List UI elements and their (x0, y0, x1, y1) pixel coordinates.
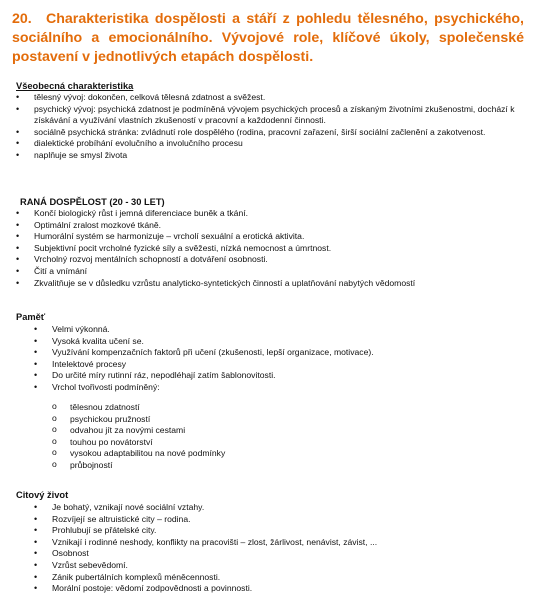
early-adulthood-list (16, 208, 524, 289)
list-item: • Velmi výkonná. (34, 324, 524, 336)
emotional-life-list (34, 502, 524, 595)
list-item: • naplňuje se smysl života (16, 150, 524, 162)
section-title-early-adulthood: RANÁ DOSPĚLOST (20 - 30 LET) (20, 197, 165, 207)
list-item: • Morální postoje: vědomí zodpovědnosti a povinnosti. (34, 583, 524, 595)
list-item: • sociálně psychická stránka: zvládnutí role dospělého (rodina, pracovní zařazení, širší sociální začlenění a zakotvenost. (16, 127, 524, 139)
list-item: • Rozvíjejí se altruistické city – rodina. (34, 514, 524, 526)
list-item: • Je bohatý, vznikají nové sociální vztahy. (34, 502, 524, 514)
document-heading (12, 10, 524, 67)
list-item: • Zkvalitňuje se v důsledku vzrůstu analyticko-syntetických činností a uplatňování nabytých vědomostí (16, 278, 524, 290)
list-item: • dialektické probíhání evolučního a involučního procesu (16, 138, 524, 150)
list-item: • tělesný vývoj: dokončen, celková tělesná zdatnost a svěžest. (16, 92, 524, 104)
list-item: • Osobnost (34, 548, 524, 560)
list-item: • Čití a vnímání (16, 266, 524, 278)
list-item: • Vysoká kvalita učení se. (34, 336, 524, 348)
list-item: • Prohlubují se přátelské city. (34, 525, 524, 537)
list-item: • Humorální systém se harmonizuje – vrcholí sexuální a erotická aktivita. (16, 231, 524, 243)
section-title-memory: Paměť (16, 312, 46, 322)
list-item: • Vrcholný rozvoj mentálních schopností a dotváření osobnosti. (16, 254, 524, 266)
list-item: • Zánik pubertálních komplexů méněcennosti. (34, 572, 524, 584)
sub-list-item: o vysokou adaptabilitou na nové podmínky (52, 448, 522, 460)
list-item: • Subjektivní pocit vrcholné fyzické síly a svěžesti, nízká nemocnost a úmrtnost. (16, 243, 524, 255)
list-item: • psychický vývoj: psychická zdatnost je podmíněná vývojem psychických procesů a získaným životními zkušenostmi, dochází k získávání a využívání vlastních zkušeností v pracovní a každodenní činnosti. (16, 104, 524, 127)
list-item: • Využívání kompenzačních faktorů při učení (zkušenosti, lepší organizace, motivace). (34, 347, 524, 359)
heading-number: 20. (12, 11, 32, 27)
section-title-general: Všeobecná charakteristika (16, 81, 134, 91)
general-list (16, 92, 524, 162)
list-item: • Intelektové procesy (34, 359, 524, 371)
list-item: • Vrchol tvořivosti podmíněný: (34, 382, 524, 394)
list-item: • Vznikají i rodinné neshody, konflikty na pracovišti – zlost, žárlivost, nenávist, závist, ... (34, 537, 524, 549)
creativity-conditions-list (52, 402, 522, 472)
section-title-emotional-life: Citový život (16, 490, 69, 500)
sub-list-item: o průbojností (52, 460, 522, 472)
sub-list-item: o odvahou jít za novými cestami (52, 425, 522, 437)
memory-list (34, 324, 524, 394)
heading-text: Charakteristika dospělosti a stáří z pohledu tělesného, psychického, sociálního a emocionálního. Vývojové role, klíčové úkoly, společenské postavení v jednotlivých etapách dospělosti. (12, 11, 524, 65)
list-item: • Optimální zralost mozkové tkáně. (16, 220, 524, 232)
list-item: • Končí biologický růst i jemná diferenciace buněk a tkání. (16, 208, 524, 220)
sub-list-item: o tělesnou zdatností (52, 402, 522, 414)
list-item: • Vzrůst sebevědomí. (34, 560, 524, 572)
sub-list-item: o psychickou pružností (52, 414, 522, 426)
list-item: • Do určité míry rutinní ráz, nepodléhají zatím šablonovitosti. (34, 370, 524, 382)
sub-list-item: o touhou po novátorství (52, 437, 522, 449)
